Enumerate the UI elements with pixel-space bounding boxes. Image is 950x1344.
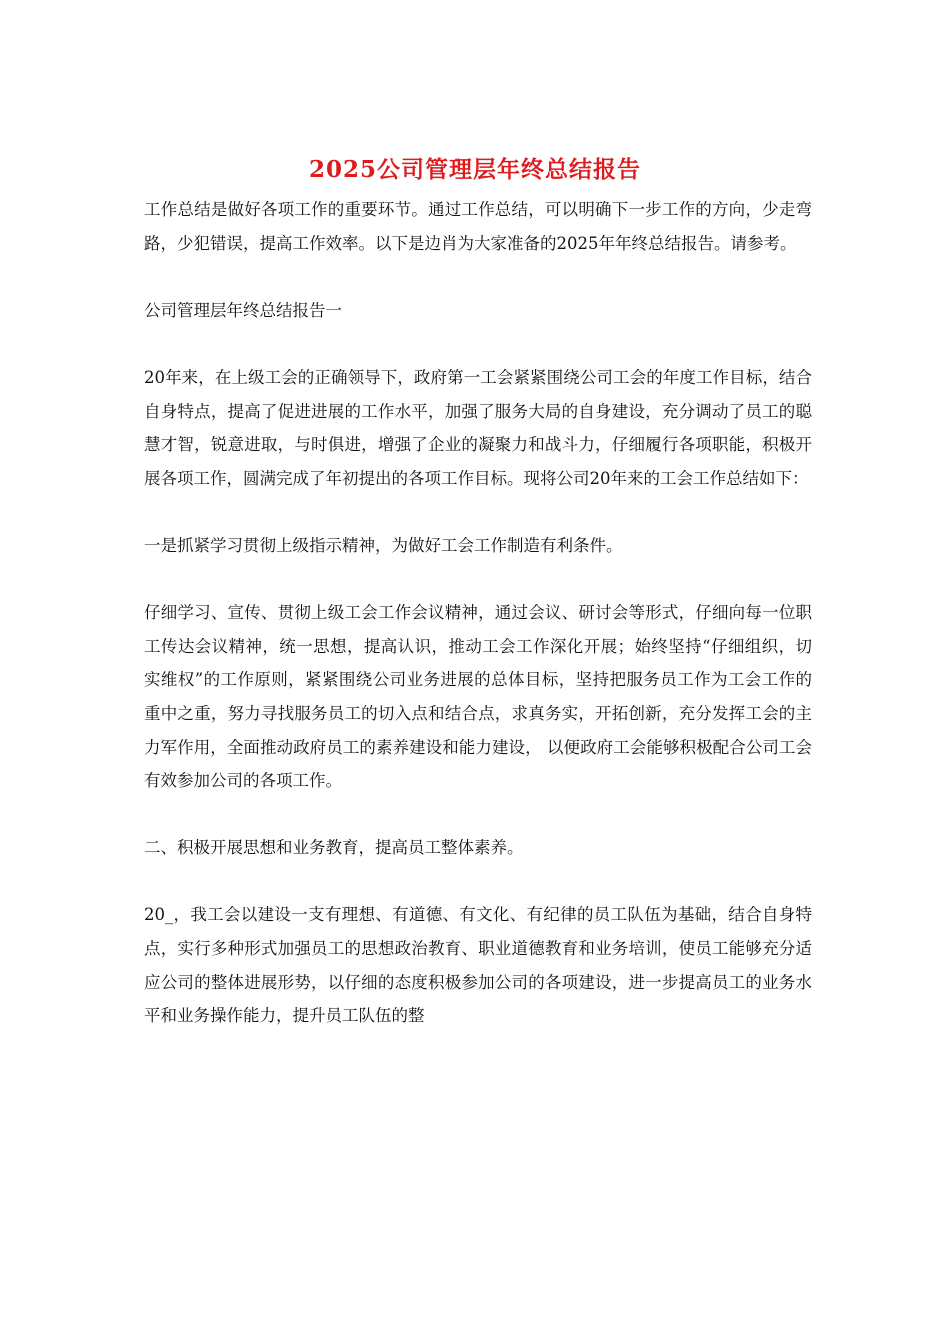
body-paragraph: 20_，我工会以建设一支有理想、有道德、有文化、有纪律的员工队伍为基础，结合自身特点，实行多种形式加强员工的思想政治教育、职业道德教育和业务培训，使员工能够充分适应公司的整体进展形势，以仔细的态度积极参加公司的各项建设，进一步提高员工的业务水平和业务操作能力，提升员工队伍的整	[144, 905, 812, 1026]
document-title: 2025公司管理层年终总结报告	[308, 156, 641, 183]
subsection-heading: 二、积极开展思想和业务教育，提高员工整体素养。	[144, 838, 524, 858]
subsection-heading: 一是抓紧学习贯彻上级指示精神，为做好工会工作制造有利条件。	[144, 535, 623, 555]
section-heading: 公司管理层年终总结报告一	[144, 300, 342, 320]
body-paragraph: 20年来，在上级工会的正确领导下，政府第一工会紧紧围绕公司工会的年度工作目标，结合自身特点，提高了促进进展的工作水平，加强了服务大局的自身建设，充分调动了员工的聪慧才智，锐意进取，与时俱进，增强了企业的凝聚力和战斗力，仔细履行各项职能，积极开展各项工作，圆满完成了年初提出的各项工作目标。现将公司20年来的工会工作总结如下：	[144, 367, 812, 488]
intro-paragraph: 工作总结是做好各项工作的重要环节。通过工作总结，可以明确下一步工作的方向，少走弯路，少犯错误，提高工作效率。以下是边肖为大家准备的2025年年终总结报告。请参考。	[144, 200, 812, 253]
document-body	[144, 193, 812, 1033]
body-paragraph: 仔细学习、宣传、贯彻上级工会工作会议精神，通过会议、研讨会等形式，仔细向每一位职工传达会议精神，统一思想，提高认识，推动工会工作深化开展；始终坚持“仔细组织，切实维权”的工作原则，紧紧围绕公司业务进展的总体目标，坚持把服务员工作为工会工作的重中之重，努力寻找服务员工的切入点和结合点，求真务实，开拓创新，充分发挥工会的主力军作用，全面推动政府员工的素养建设和能力建设， 以便政府工会能够积极配合公司工会有效参加公司的各项工作。	[144, 603, 812, 791]
